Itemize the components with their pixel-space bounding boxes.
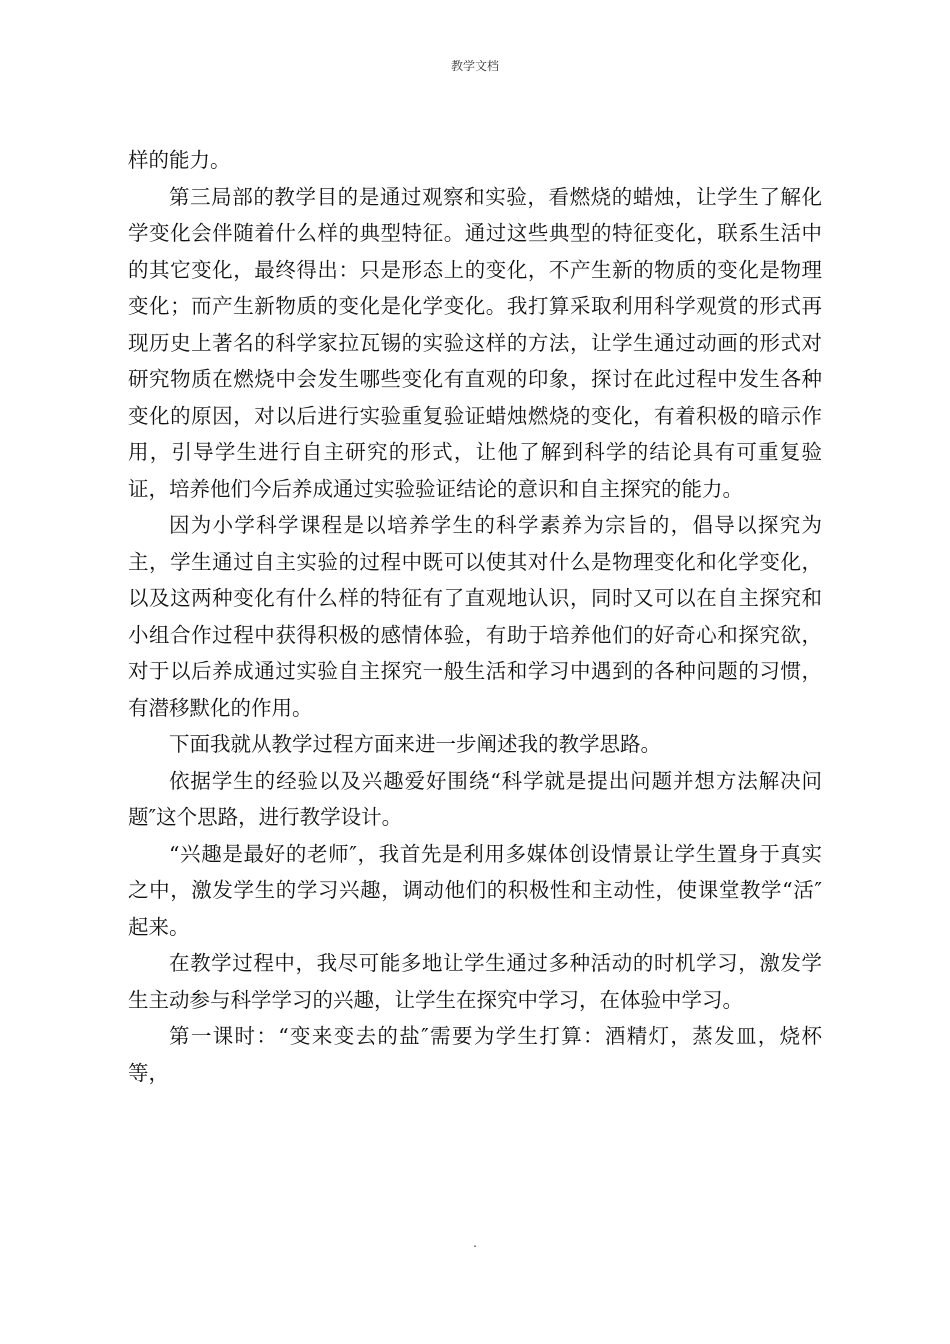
document-body xyxy=(128,142,822,1091)
page-header: 教学文档 xyxy=(450,59,499,73)
paragraph-5: 依据学生的经验以及兴趣爱好围绕“科学就是提出问题并想方法解决问题″这个思路，进行教学设计。 xyxy=(128,768,822,829)
paragraph-7: 在教学过程中，我尽可能多地让学生通过多种活动的时机学习，激发学生主动参与科学学习的兴趣，让学生在探究中学习，在体验中学习。 xyxy=(128,951,822,1012)
page-footer-mark: . xyxy=(473,1236,477,1250)
paragraph-4: 下面我就从教学过程方面来进一步阐述我的教学思路。 xyxy=(169,732,661,756)
paragraph-1: 样的能力。 xyxy=(128,148,231,172)
paragraph-2: 第三局部的教学目的是通过观察和实验，看燃烧的蜡烛，让学生了解化学变化会伴随着什么样的典型特征。通过这些典型的特征变化，联系生活中的其它变化，最终得出：只是形态上的变化，不产生新的物质的变化是物理变化；而产生新物质的变化是化学变化。我打算采取利用科学观赏的形式再现历史上著名的科学家拉瓦锡的实验这样的方法，让学生通过动画的形式对研究物质在燃烧中会发生哪些变化有直观的印象，探讨在此过程中发生各种变化的原因，对以后进行实验重复验证蜡烛燃烧的变化，有着积极的暗示作用，引导学生进行自主研究的形式，让他了解到科学的结论具有可重复验证，培养他们今后养成通过实验验证结论的意识和自主探究的能力。 xyxy=(128,184,822,501)
paragraph-3: 因为小学科学课程是以培养学生的科学素养为宗旨的，倡导以探究为主，学生通过自主实验的过程中既可以使其对什么是物理变化和化学变化，以及这两种变化有什么样的特征有了直观地认识，同时又可以在自主探究和小组合作过程中获得积极的感情体验，有助于培养他们的好奇心和探究欲，对于以后养成通过实验自主探究一般生活和学习中遇到的各种问题的习惯，有潜移默化的作用。 xyxy=(128,513,822,720)
paragraph-6: “兴趣是最好的老师″，我首先是利用多媒体创设情景让学生置身于真实之中，激发学生的学习兴趣，调动他们的积极性和主动性，使课堂教学“活″起来。 xyxy=(128,841,822,939)
paragraph-8: 第一课时：“变来变去的盐″需要为学生打算：酒精灯，蒸发皿，烧杯等， xyxy=(128,1024,822,1085)
